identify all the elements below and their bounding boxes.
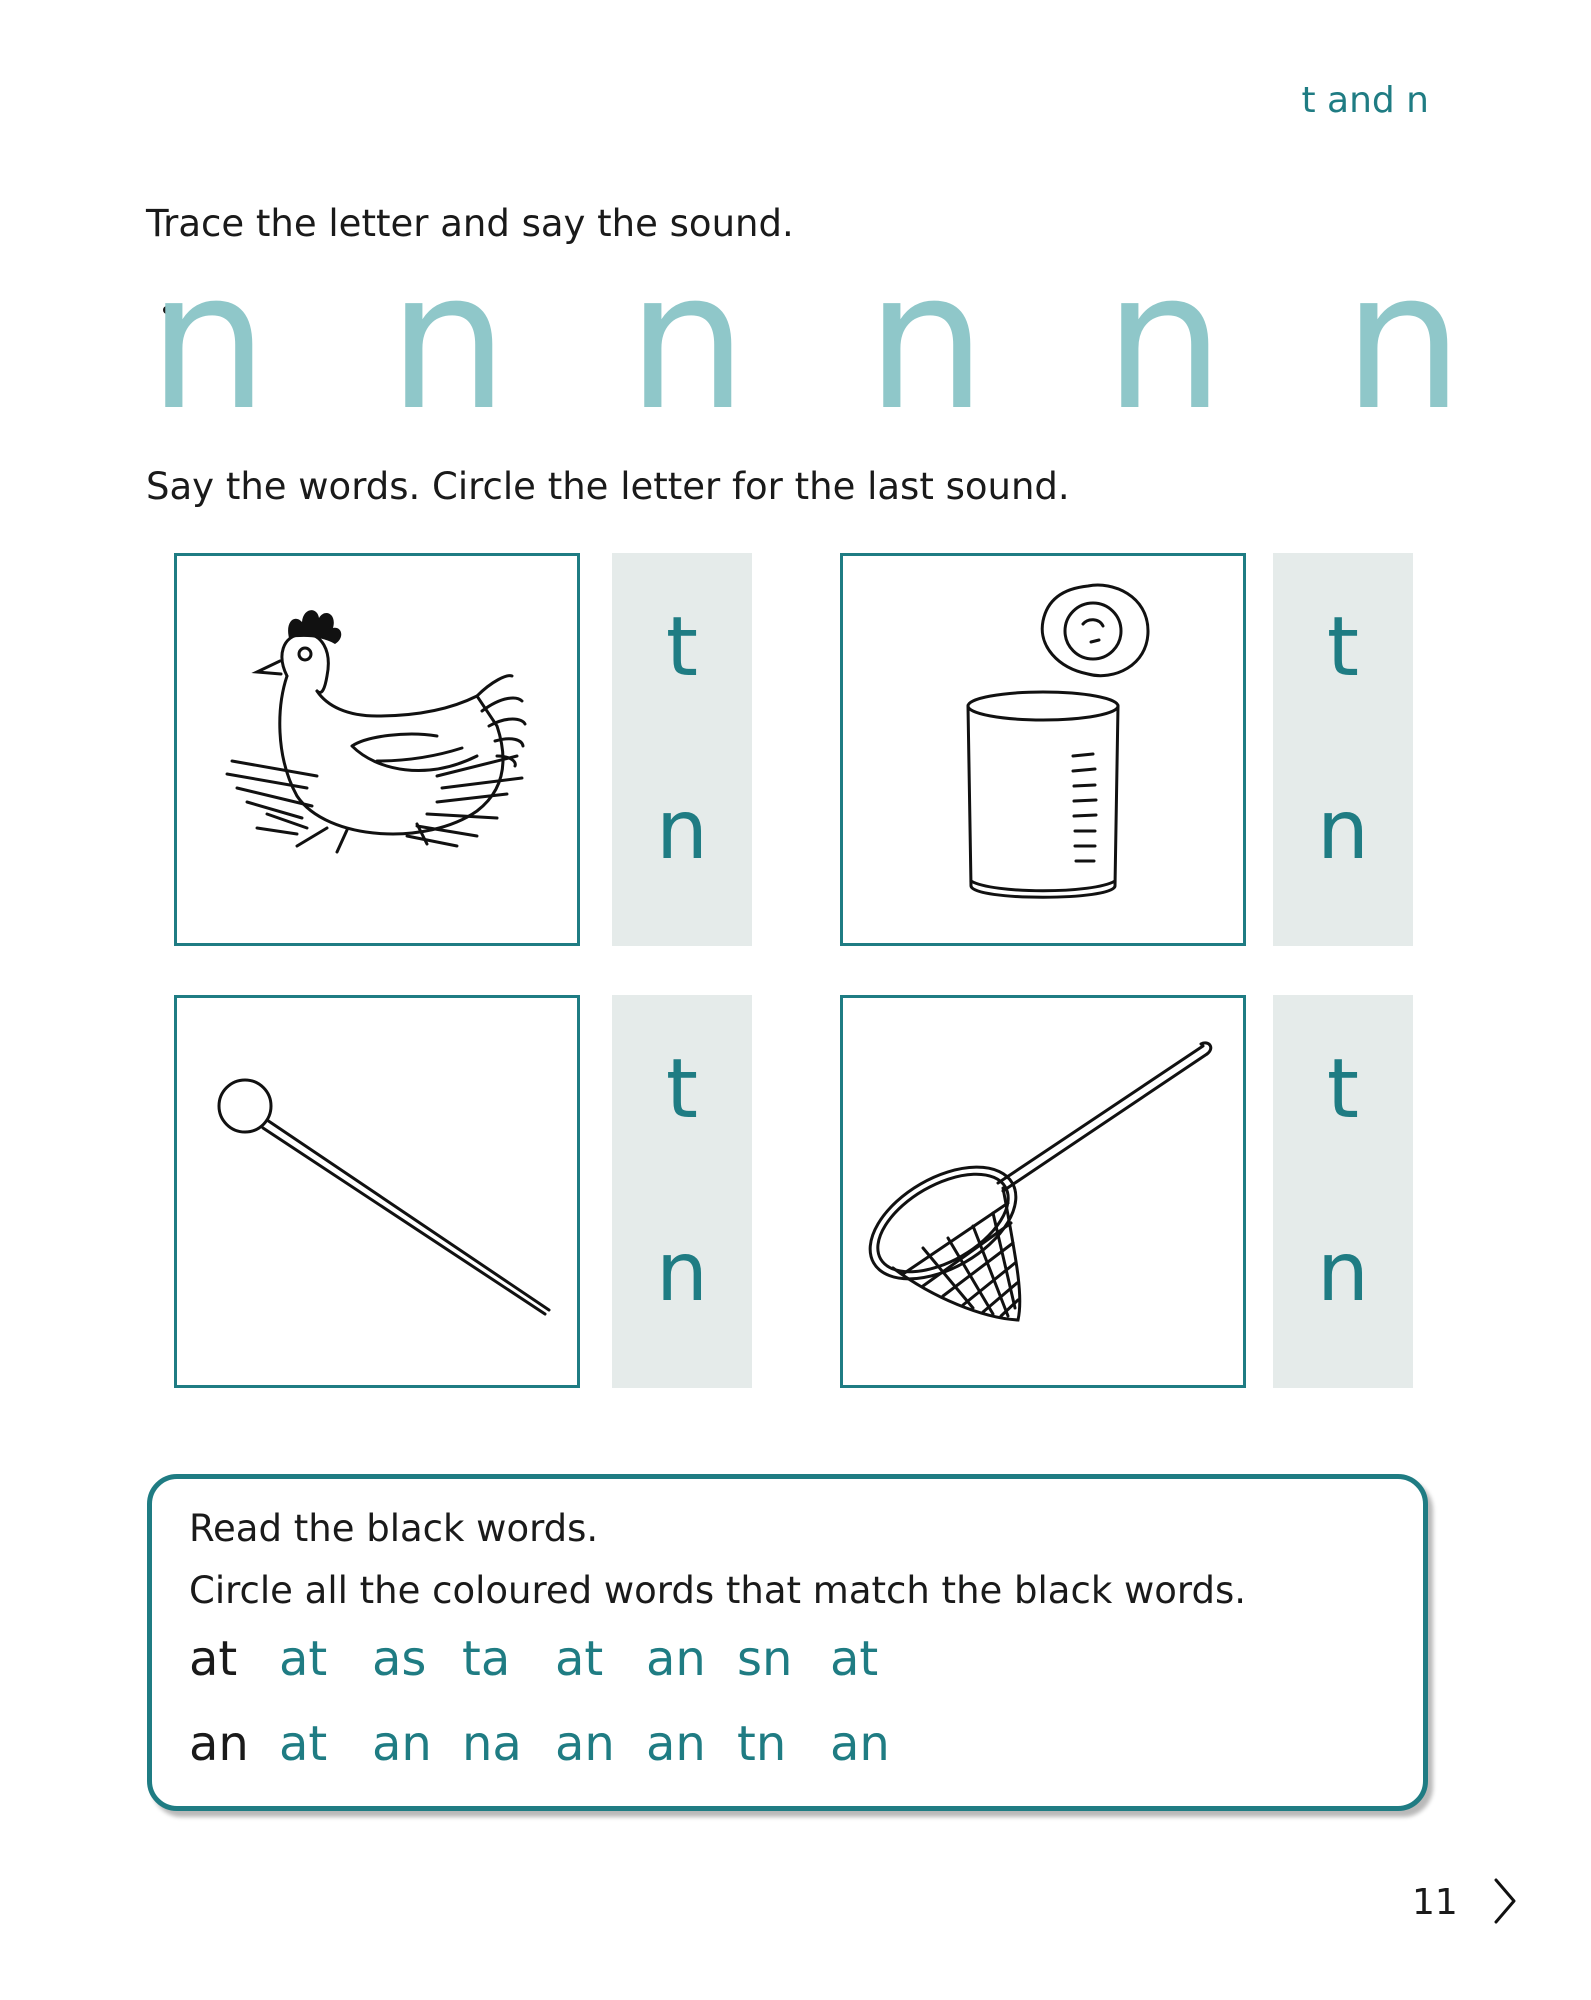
letter-strip-tin	[1273, 553, 1413, 946]
pin-icon	[177, 998, 577, 1385]
fishing-net-icon	[843, 998, 1243, 1385]
word-option[interactable]: as	[372, 1631, 427, 1687]
word-option[interactable]: at	[555, 1631, 604, 1687]
panel-instruction-2: Circle all the coloured words that match the black words.	[189, 1569, 1246, 1612]
trace-letter[interactable]: n	[148, 231, 269, 452]
word-match-panel	[147, 1474, 1428, 1811]
letter-strip-net	[1273, 995, 1413, 1388]
trace-letter[interactable]: n	[1104, 231, 1225, 452]
letter-option-n[interactable]: n	[656, 783, 708, 878]
word-option[interactable]: an	[372, 1716, 432, 1772]
word-option[interactable]: sn	[737, 1631, 793, 1687]
trace-letter[interactable]: n	[1343, 231, 1464, 452]
letter-option-t[interactable]: t	[665, 1042, 699, 1137]
word-option[interactable]: na	[462, 1716, 522, 1772]
letter-option-t[interactable]: t	[665, 600, 699, 695]
picture-box-pin	[174, 995, 580, 1388]
trace-letter[interactable]: n	[388, 231, 509, 452]
sound-instruction: Say the words. Circle the letter for the last sound.	[146, 465, 1070, 508]
chevron-right-icon	[1490, 1876, 1520, 1926]
target-word: an	[189, 1716, 249, 1772]
word-option[interactable]: tn	[737, 1716, 787, 1772]
panel-instruction-1: Read the black words.	[189, 1507, 599, 1550]
picture-box-net	[840, 995, 1246, 1388]
word-option[interactable]: at	[279, 1631, 328, 1687]
word-option[interactable]: an	[830, 1716, 890, 1772]
word-option[interactable]: an	[555, 1716, 615, 1772]
letter-strip-hen	[612, 553, 752, 946]
trace-instruction: Trace the letter and say the sound.	[146, 202, 794, 245]
word-option[interactable]: at	[279, 1716, 328, 1772]
tin-can-icon	[843, 556, 1243, 943]
word-option[interactable]: ta	[462, 1631, 511, 1687]
letter-option-t[interactable]: t	[1326, 600, 1360, 695]
word-option[interactable]: an	[646, 1631, 706, 1687]
picture-box-tin	[840, 553, 1246, 946]
letter-strip-pin	[612, 995, 752, 1388]
target-word: at	[189, 1631, 238, 1687]
page-header-title: t and n	[1301, 80, 1429, 121]
word-option[interactable]: an	[646, 1716, 706, 1772]
next-page-button[interactable]	[1490, 1876, 1520, 1930]
hen-icon	[177, 556, 577, 943]
letter-option-n[interactable]: n	[656, 1225, 708, 1320]
word-option[interactable]: at	[830, 1631, 879, 1687]
trace-letter[interactable]: n	[866, 231, 987, 452]
picture-box-hen	[174, 553, 580, 946]
letter-option-n[interactable]: n	[1317, 783, 1369, 878]
trace-letter[interactable]: n	[627, 231, 748, 452]
letter-option-t[interactable]: t	[1326, 1042, 1360, 1137]
trace-letters-row	[148, 231, 1468, 452]
page-number: 11	[1412, 1882, 1458, 1923]
letter-option-n[interactable]: n	[1317, 1225, 1369, 1320]
